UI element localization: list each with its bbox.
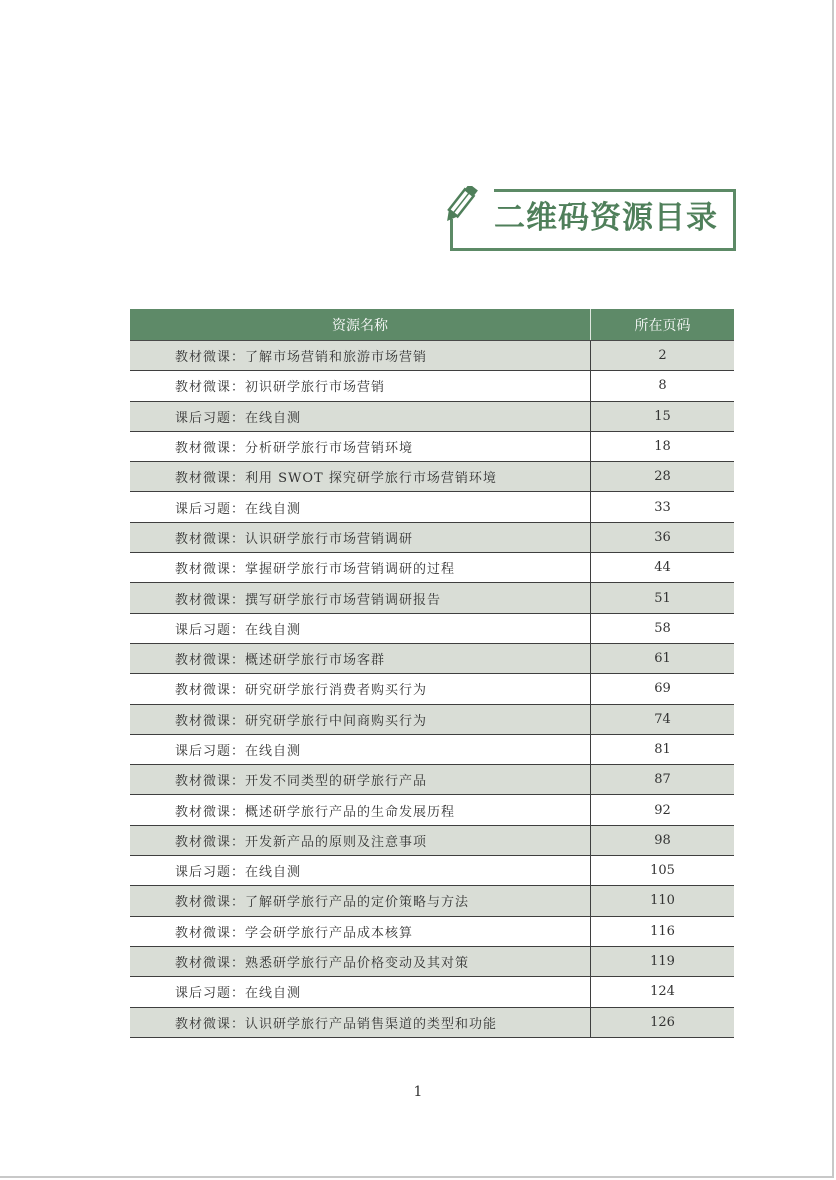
table-header-row: [130, 309, 734, 341]
resource-name-cell: 教材微课：学会研学旅行产品成本核算: [130, 916, 591, 946]
resource-name-cell: 教材微课：掌握研学旅行市场营销调研的过程: [130, 553, 591, 583]
page-number-cell: 15: [591, 401, 735, 431]
table-row: [130, 916, 734, 946]
page-number-cell: 61: [591, 643, 735, 673]
resource-name-cell: 教材微课：熟悉研学旅行产品价格变动及其对策: [130, 946, 591, 976]
resource-name-cell: 教材微课：了解研学旅行产品的定价策略与方法: [130, 886, 591, 916]
page-number-cell: 58: [591, 613, 735, 643]
table-row: [130, 462, 734, 492]
page-number-cell: 2: [591, 341, 735, 371]
table-row: [130, 401, 734, 431]
page-number-cell: 8: [591, 371, 735, 401]
table-row: [130, 734, 734, 764]
page-number-cell: 18: [591, 431, 735, 461]
page-number-cell: 116: [591, 916, 735, 946]
table-body: [130, 341, 734, 1038]
resource-name-cell: 教材微课：概述研学旅行市场客群: [130, 643, 591, 673]
table-row: [130, 341, 734, 371]
resource-name-cell: 教材微课：开发新产品的原则及注意事项: [130, 825, 591, 855]
qr-resource-table: [130, 309, 734, 1038]
page-number-cell: 69: [591, 674, 735, 704]
resource-name-cell: 教材微课：了解市场营销和旅游市场营销: [130, 341, 591, 371]
table-row: [130, 765, 734, 795]
table-row: [130, 856, 734, 886]
page-number-cell: 98: [591, 825, 735, 855]
page-number-cell: 119: [591, 946, 735, 976]
header-resource-name: 资源名称: [130, 309, 591, 341]
page-number-cell: 87: [591, 765, 735, 795]
page-number-cell: 36: [591, 522, 735, 552]
page-number-cell: 124: [591, 977, 735, 1007]
table-row: [130, 946, 734, 976]
table-row: [130, 795, 734, 825]
table-row: [130, 492, 734, 522]
table-row: [130, 431, 734, 461]
resource-name-cell: 教材微课：认识研学旅行产品销售渠道的类型和功能: [130, 1007, 591, 1037]
resource-name-cell: 课后习题：在线自测: [130, 977, 591, 1007]
table-row: [130, 704, 734, 734]
table-row: [130, 886, 734, 916]
page-number-cell: 44: [591, 553, 735, 583]
table-row: [130, 825, 734, 855]
resource-name-cell: 教材微课：分析研学旅行市场营销环境: [130, 431, 591, 461]
page-number: 1: [413, 1084, 423, 1100]
resource-name-cell: 教材微课：利用 SWOT 探究研学旅行市场营销环境: [130, 462, 591, 492]
pencil-icon: [440, 186, 484, 226]
resource-name-cell: 课后习题：在线自测: [130, 401, 591, 431]
page-number-cell: 81: [591, 734, 735, 764]
page-number-cell: 92: [591, 795, 735, 825]
resource-name-cell: 课后习题：在线自测: [130, 856, 591, 886]
page-number-cell: 74: [591, 704, 735, 734]
table-row: [130, 1007, 734, 1037]
resource-name-cell: 教材微课：初识研学旅行市场营销: [130, 371, 591, 401]
page-number-cell: 126: [591, 1007, 735, 1037]
page-number-cell: 28: [591, 462, 735, 492]
page-number-cell: 51: [591, 583, 735, 613]
page-number-cell: 110: [591, 886, 735, 916]
table-row: [130, 553, 734, 583]
page-number-cell: 33: [591, 492, 735, 522]
page-title: 二维码资源目录: [494, 200, 718, 236]
table-row: [130, 522, 734, 552]
resource-name-cell: 教材微课：撰写研学旅行市场营销调研报告: [130, 583, 591, 613]
resource-name-cell: 课后习题：在线自测: [130, 613, 591, 643]
table-row: [130, 977, 734, 1007]
resource-name-cell: 教材微课：认识研学旅行市场营销调研: [130, 522, 591, 552]
resource-name-cell: 教材微课：概述研学旅行产品的生命发展历程: [130, 795, 591, 825]
table-row: [130, 674, 734, 704]
table-row: [130, 613, 734, 643]
table-row: [130, 371, 734, 401]
resource-name-cell: 课后习题：在线自测: [130, 734, 591, 764]
header-page: 所在页码: [591, 309, 735, 341]
page-number-cell: 105: [591, 856, 735, 886]
table-row: [130, 583, 734, 613]
table-row: [130, 643, 734, 673]
resource-name-cell: 教材微课：研究研学旅行消费者购买行为: [130, 674, 591, 704]
resource-name-cell: 课后习题：在线自测: [130, 492, 591, 522]
resource-name-cell: 教材微课：开发不同类型的研学旅行产品: [130, 765, 591, 795]
resource-name-cell: 教材微课：研究研学旅行中间商购买行为: [130, 704, 591, 734]
